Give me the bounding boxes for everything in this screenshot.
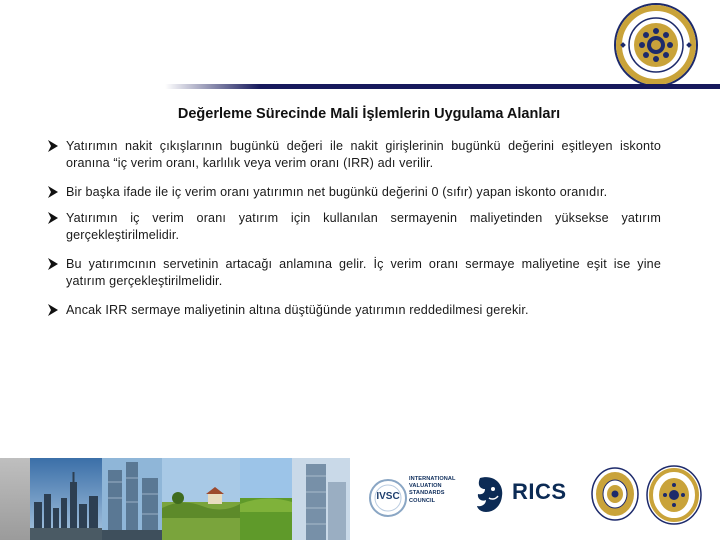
bullet-item-4 — [46, 256, 661, 290]
arrow-bullet-icon — [46, 139, 60, 153]
countryside-photo — [162, 458, 240, 540]
bullet-text: Bu yatırımcının servetinin artacağı anlamına gelir. İç verim oranı sermaye maliyetine eşit ise yine yatırım gerçekleştirilmelidir. — [66, 257, 661, 288]
bullet-item-3 — [46, 210, 661, 244]
slide-title: Değerleme Sürecinde Mali İşlemlerin Uygulama Alanları — [177, 106, 561, 122]
tower-building-photo — [102, 458, 162, 540]
arrow-bullet-icon — [46, 211, 60, 225]
gold-university-seal-icon — [590, 466, 640, 522]
ivsc-line: STANDARDS — [409, 490, 445, 497]
bullet-item-2 — [46, 184, 661, 201]
ivsc-line: INTERNATIONAL — [409, 476, 456, 482]
green-field-photo — [240, 458, 292, 540]
ivsc-line: COUNCIL — [409, 497, 436, 504]
bullet-text: Yatırımın nakit çıkışlarının bugünkü değeri ile nakit girişlerinin bugünkü değerini eşitleyen iskonto oranına “iç verim oranı, karlılık veya verim oranı (IRR) adı verilir. — [66, 139, 661, 170]
city-skyline-photo — [30, 458, 102, 540]
arrow-bullet-icon — [46, 185, 60, 199]
ivsc-line: VALUATION — [409, 483, 442, 490]
rics-lion-icon — [472, 474, 508, 516]
top-divider-rule — [0, 84, 720, 89]
ivsc-council-text — [409, 476, 469, 505]
skyscraper-photo — [292, 458, 350, 540]
bullet-item-1 — [46, 138, 661, 172]
ankara-university-seal-footer-icon — [645, 464, 703, 526]
ankara-university-seal-icon — [612, 2, 700, 88]
bullet-text: Bir başka ifade ile iç verim oranı yatırımın net bugünkü değerini 0 (sıfır) yapan iskonto oranıdır. — [66, 185, 608, 199]
rics-logo-text: RICS — [512, 479, 567, 504]
bullet-item-5 — [46, 302, 661, 319]
bullet-text: Yatırımın iç verim oranı yatırım için kullanılan sermayenin maliyetinden yüksekse yatırım gerçekleştirilmelidir. — [66, 211, 661, 242]
ivsc-logo-label: IVSC — [376, 491, 400, 502]
arrow-bullet-icon — [46, 257, 60, 271]
arrow-bullet-icon — [46, 303, 60, 317]
bullet-text: Ancak IRR sermaye maliyetinin altına düştüğünde yatırımın reddedilmesi gerekir. — [66, 303, 529, 317]
footer-gray-block — [0, 458, 30, 540]
